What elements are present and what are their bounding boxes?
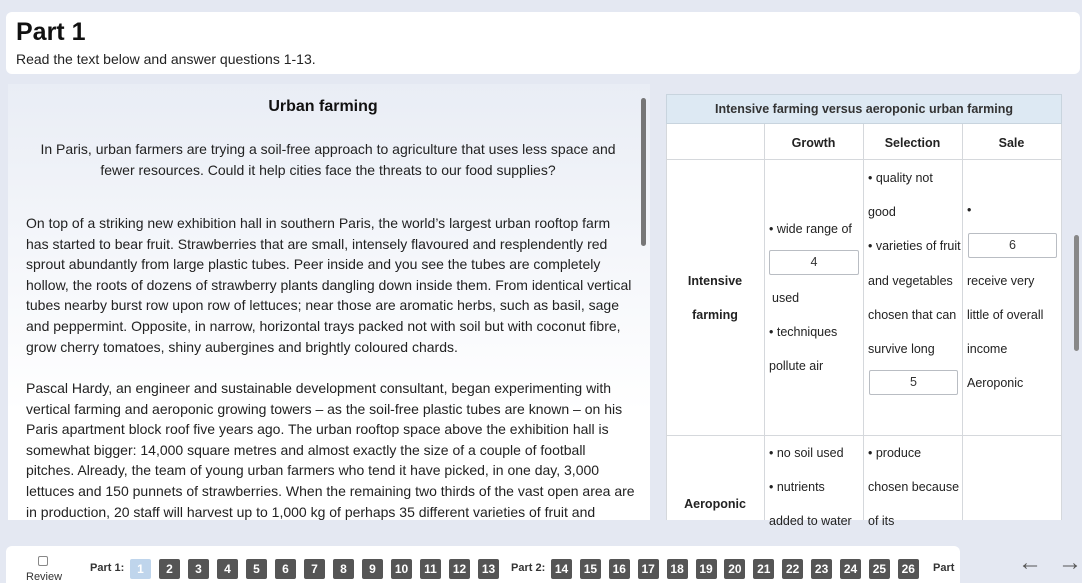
- part-instruction: Read the text below and answer questions 1-13.: [16, 51, 316, 67]
- part-1-label: Part 1:: [90, 562, 125, 574]
- table-scrollbar[interactable]: [1074, 235, 1079, 351]
- question-button-26[interactable]: 26: [898, 559, 919, 579]
- question-button-9[interactable]: 9: [362, 559, 383, 579]
- sale-text: •: [967, 203, 972, 217]
- selection-text: and vegetables: [868, 274, 953, 288]
- question-button-13[interactable]: 13: [478, 559, 499, 579]
- question-button-6[interactable]: 6: [275, 559, 296, 579]
- selection-text: • produce: [868, 446, 922, 460]
- table-divider: [666, 435, 1062, 436]
- question-button-25[interactable]: 25: [869, 559, 890, 579]
- review-checkbox[interactable]: [38, 556, 48, 566]
- part-title: Part 1: [16, 18, 86, 46]
- table-caption: Intensive farming versus aeroponic urban farming: [666, 94, 1062, 124]
- question-button-15[interactable]: 15: [580, 559, 601, 579]
- row-label-farming: farming: [692, 308, 738, 322]
- table-border-left: [666, 124, 667, 520]
- growth-text: • no soil used: [769, 446, 844, 460]
- previous-arrow-icon[interactable]: ←: [1018, 549, 1042, 576]
- question-button-10[interactable]: 10: [391, 559, 412, 579]
- question-button-24[interactable]: 24: [840, 559, 861, 579]
- growth-text: used: [772, 291, 800, 305]
- answer-gap-4[interactable]: 4: [769, 250, 859, 275]
- growth-text: added to water: [769, 514, 852, 528]
- selection-text: • quality not: [868, 171, 933, 185]
- question-button-7[interactable]: 7: [304, 559, 325, 579]
- growth-text: • techniques: [769, 325, 838, 339]
- question-button-12[interactable]: 12: [449, 559, 470, 579]
- selection-text: • varieties of fruit: [868, 239, 961, 253]
- passage-paragraph-2: Pascal Hardy, an engineer and sustainable development consultant, began experimenting with vertical farming and aeroponic growing towers – as the soil-free plastic tubes are known – on his Paris apartment block roof five years ago. The urban rooftop space above the exhibition hall is somewhat bigger: 14,000 square metres and almost exactly the size of a couple of football pitches. Already, the team of young urban farmers who tend it have picked, in one day, 3,000 lettuces and 150 punnets of strawberries. When the remaining two thirds of the vast open area are in production, 20 staff will harvest up to 1,000 kg of perhaps 35 different varieties of fruit and: [26, 380, 635, 520]
- passage-title: Urban farming: [268, 98, 378, 115]
- column-header-sale: Sale: [998, 136, 1025, 150]
- table-divider: [666, 159, 1062, 160]
- part-header: [6, 12, 1080, 74]
- question-button-20[interactable]: 20: [724, 559, 745, 579]
- answer-gap-6[interactable]: 6: [968, 233, 1057, 258]
- reading-passage-pane[interactable]: [8, 84, 650, 520]
- sale-text: Aeroponic: [967, 376, 1024, 390]
- growth-text: • wide range of: [769, 222, 852, 236]
- question-button-8[interactable]: 8: [333, 559, 354, 579]
- sale-text: income: [967, 342, 1008, 356]
- question-button-4[interactable]: 4: [217, 559, 238, 579]
- question-table-pane[interactable]: [666, 94, 1062, 528]
- question-button-17[interactable]: 17: [638, 559, 659, 579]
- question-button-1[interactable]: 1: [130, 559, 151, 579]
- selection-text: survive long: [868, 342, 935, 356]
- growth-text: • nutrients: [769, 480, 825, 494]
- question-button-3[interactable]: 3: [188, 559, 209, 579]
- question-button-18[interactable]: 18: [667, 559, 688, 579]
- passage-scrollbar[interactable]: [641, 98, 646, 246]
- sale-text: little of overall: [967, 308, 1044, 322]
- selection-text: good: [868, 205, 896, 219]
- table-divider: [962, 124, 963, 520]
- passage-paragraph-1: On top of a striking new exhibition hall in southern Paris, the world’s largest urban rooftop farm has started to bear fruit. Strawberries that are small, intensely flavoured and resplendently red sprout abundantly from large plastic tubes. Peer inside and you see the tubes are completely hollow, the roots of dozens of strawberry plants dangling down inside them. From identical vertical tubes nearby burst row upon row of lettuces; near those are aromatic herbs, such as basil, sage and peppermint. Opposite, in narrow, horizontal trays packed not with soil but with coconut fibre, grow cherry tomatoes, shiny aubergines and brightly coloured chards.: [26, 215, 632, 355]
- growth-text: pollute air: [769, 359, 824, 373]
- column-header-growth: Growth: [791, 136, 836, 150]
- table-border-right: [1061, 124, 1062, 520]
- question-button-23[interactable]: 23: [811, 559, 832, 579]
- question-button-21[interactable]: 21: [753, 559, 774, 579]
- question-button-5[interactable]: 5: [246, 559, 267, 579]
- question-button-11[interactable]: 11: [420, 559, 441, 579]
- question-button-14[interactable]: 14: [551, 559, 572, 579]
- question-button-16[interactable]: 16: [609, 559, 630, 579]
- answer-gap-5[interactable]: 5: [869, 370, 958, 395]
- next-arrow-icon[interactable]: →: [1058, 549, 1082, 576]
- table-divider: [863, 124, 864, 520]
- review-label: Review: [26, 571, 63, 583]
- part-2-label: Part 2:: [511, 562, 546, 574]
- question-navigation-bar: [6, 546, 960, 583]
- sale-text: receive very: [967, 274, 1035, 288]
- table-divider: [764, 124, 765, 520]
- part-3-label: Part: [933, 562, 955, 574]
- selection-text: chosen that can: [868, 308, 957, 322]
- column-header-selection: Selection: [884, 136, 941, 150]
- question-button-22[interactable]: 22: [782, 559, 803, 579]
- passage-intro: In Paris, urban farmers are trying a soil-free approach to agriculture that uses less space and fewer resources. Could it help cities face the threats to our food supplies?: [40, 141, 616, 178]
- row-label-aeroponic: Aeroponic: [684, 497, 746, 511]
- selection-text: chosen because: [868, 480, 960, 494]
- selection-text: of its: [868, 514, 895, 528]
- question-button-2[interactable]: 2: [159, 559, 180, 579]
- question-button-19[interactable]: 19: [696, 559, 717, 579]
- row-label-intensive: Intensive: [687, 274, 743, 288]
